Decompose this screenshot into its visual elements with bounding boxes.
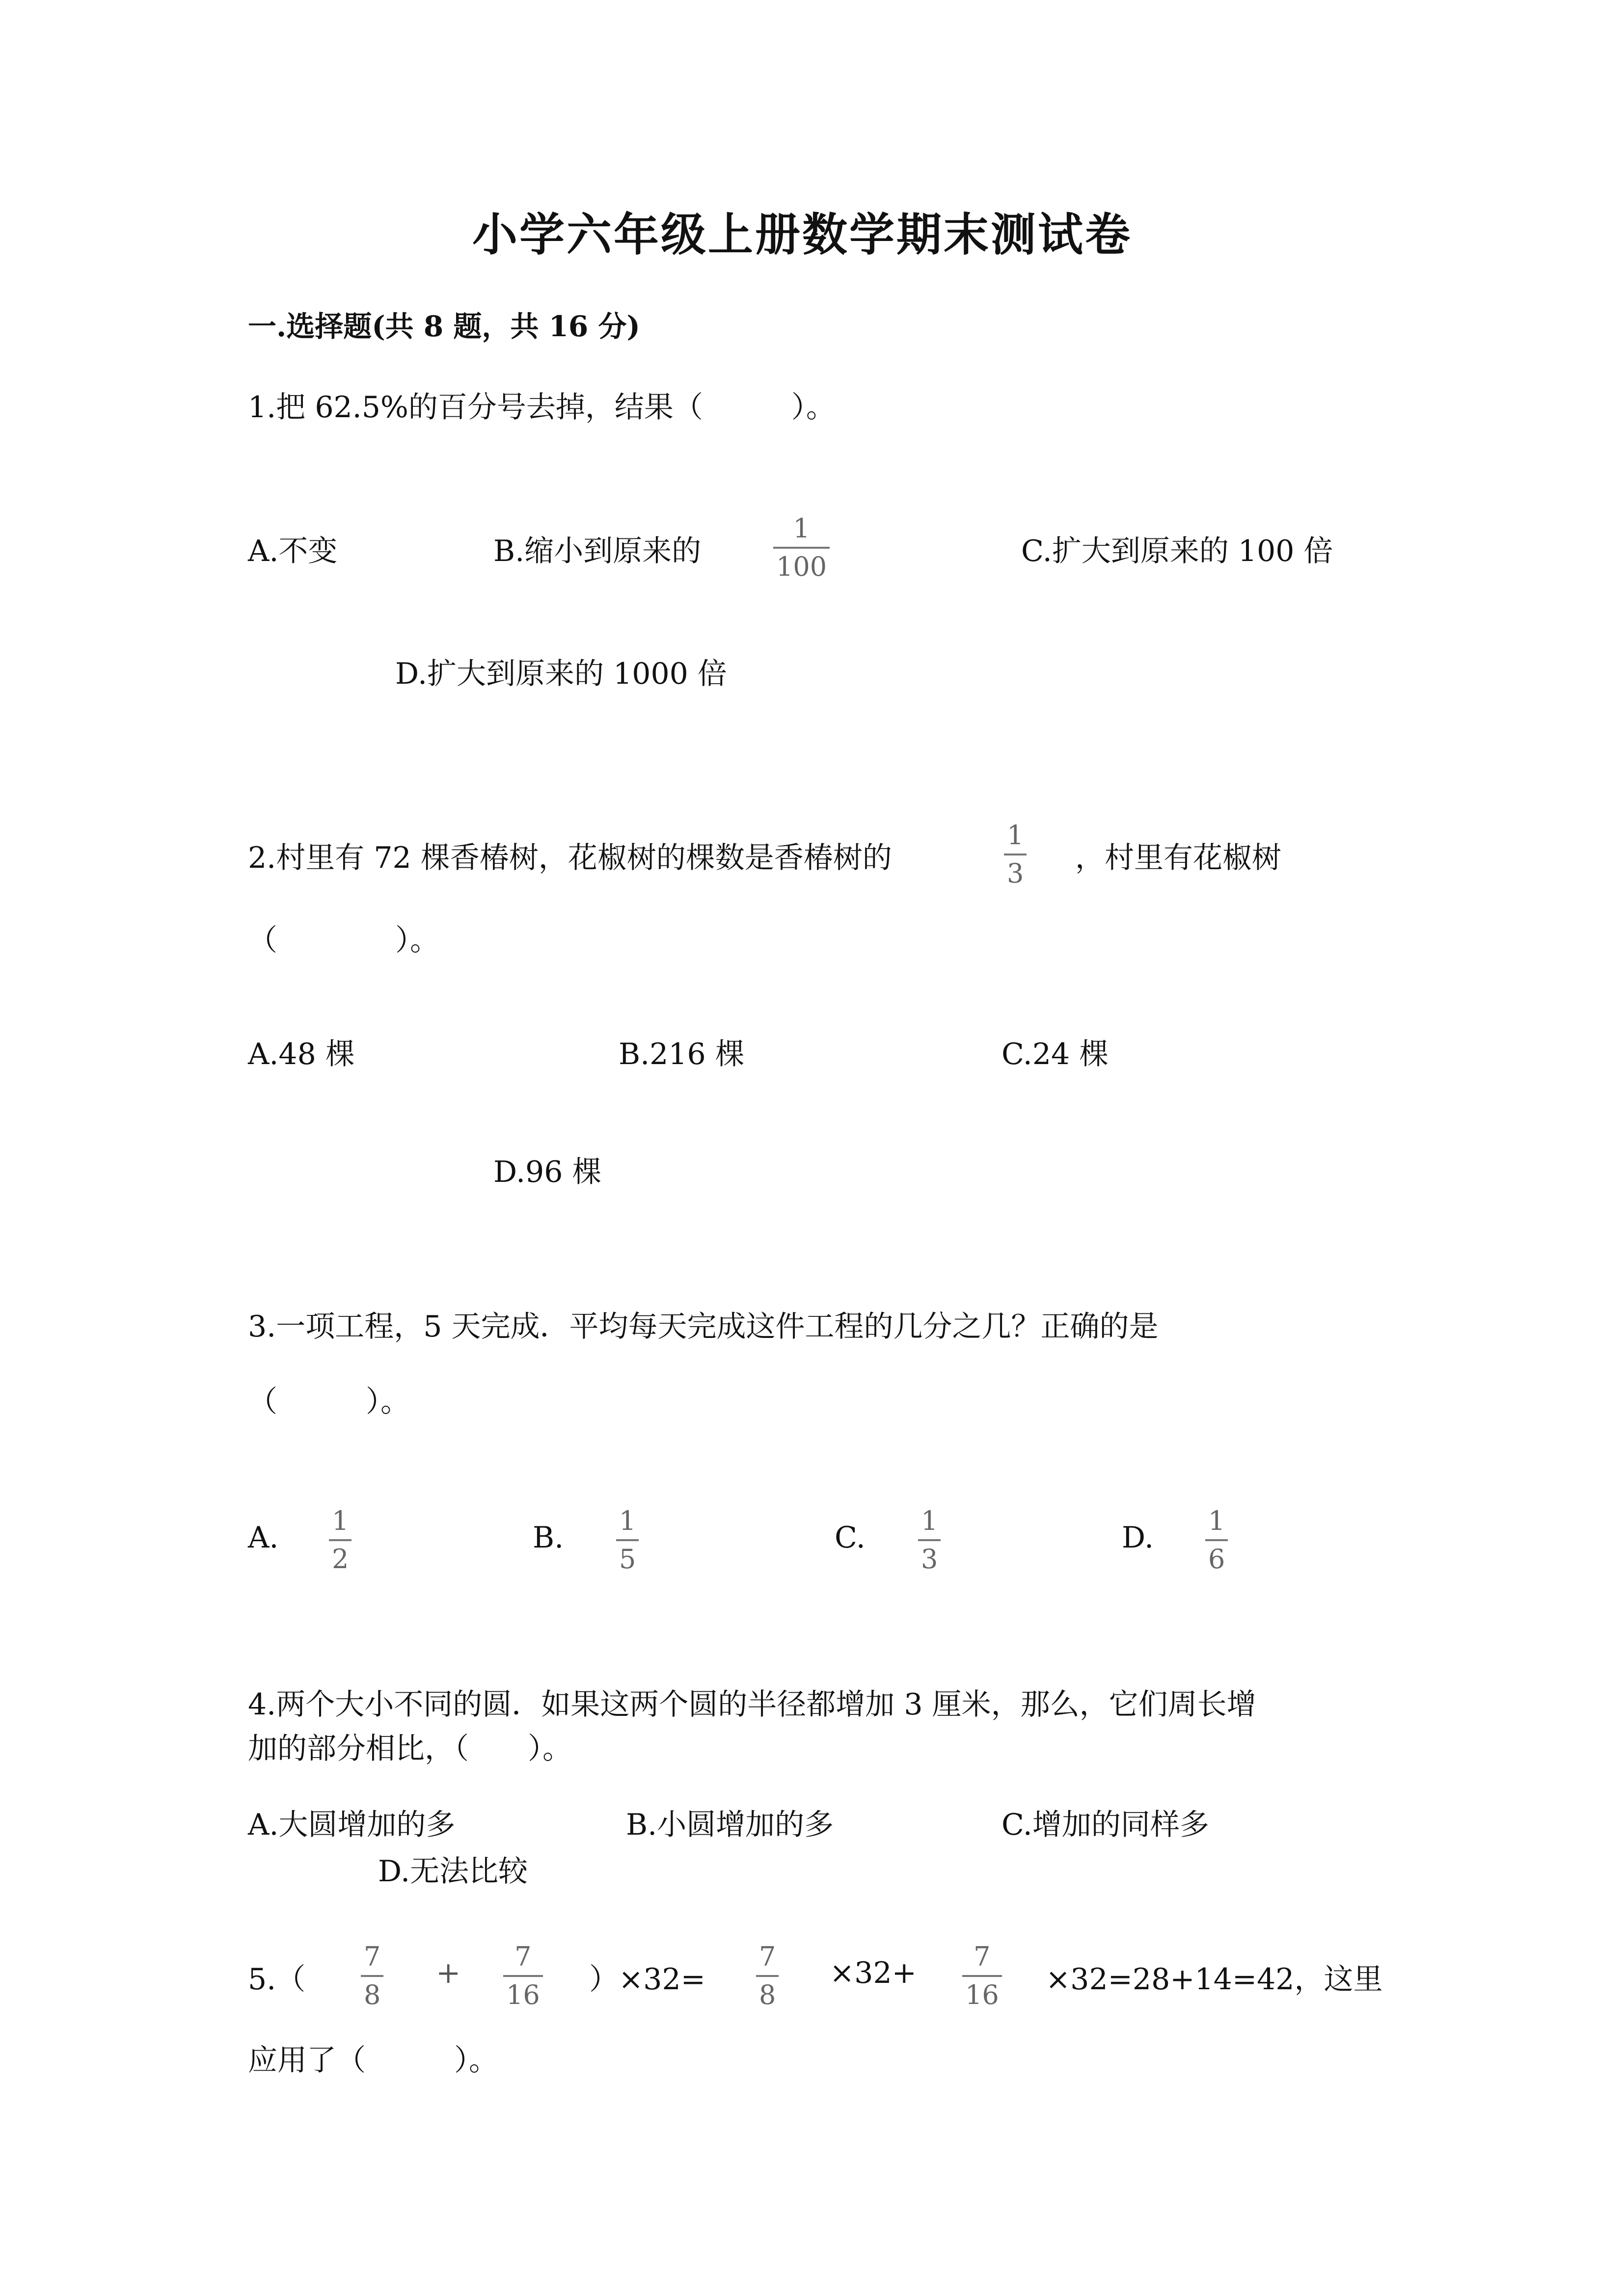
question-1-option-b[interactable]: B.缩小到原来的 (493, 534, 702, 568)
question-5-fraction-3 (756, 1941, 779, 2010)
fraction-numerator: 7 (974, 1941, 991, 1972)
question-3-option-c[interactable]: C. (835, 1521, 866, 1555)
fraction-denominator: 16 (506, 1979, 540, 2010)
fraction-bar (329, 1539, 352, 1541)
question-4-stem-line2: 加的部分相比，（ ）。 (248, 1732, 572, 1766)
fraction-denominator: 5 (619, 1544, 636, 1575)
fraction-bar (503, 1975, 543, 1977)
question-4-option-d[interactable]: D.无法比较 (378, 1854, 528, 1889)
fraction-bar (1205, 1539, 1228, 1541)
question-4-option-a[interactable]: A.大圆增加的多 (248, 1808, 456, 1842)
fraction-bar (918, 1539, 941, 1541)
question-5-part-5: ×32=28+14=42，这里 (1046, 1962, 1383, 1997)
question-3-option-b[interactable]: B. (533, 1521, 564, 1555)
question-3-option-a-fraction (329, 1505, 352, 1575)
question-5-part-3: ）×32= (589, 1962, 705, 1997)
question-3-option-d[interactable]: D. (1122, 1521, 1154, 1555)
fraction-bar (962, 1975, 1002, 1977)
question-2-option-d[interactable]: D.96 棵 (493, 1155, 602, 1189)
question-3-option-b-fraction (616, 1505, 639, 1575)
question-5-fraction-2 (503, 1941, 543, 2010)
question-2-stem-continued: ，村里有花椒树 (1075, 841, 1281, 875)
question-5-part-4: ×32+ (830, 1956, 917, 1990)
fraction-denominator: 3 (921, 1544, 938, 1575)
fraction-bar (756, 1975, 779, 1977)
section-heading: 一.选择题(共 8 题，共 16 分) (248, 310, 640, 343)
question-5-fraction-4 (962, 1941, 1002, 2010)
question-2-option-c[interactable]: C.24 棵 (1001, 1037, 1109, 1071)
question-5-part-1: 5.（ (248, 1962, 306, 1997)
question-1-option-d[interactable]: D.扩大到原来的 1000 倍 (395, 657, 727, 691)
fraction-numerator: 1 (619, 1505, 636, 1536)
fraction-numerator: 1 (1208, 1505, 1225, 1536)
fraction-numerator: 7 (364, 1941, 381, 1972)
question-3-option-d-fraction (1205, 1505, 1228, 1575)
question-5-plus: + (436, 1956, 461, 1990)
question-1-option-c[interactable]: C.扩大到原来的 100 倍 (1021, 534, 1333, 568)
page-title: 小学六年级上册数学期末测试卷 (472, 208, 1133, 261)
question-1-stem: 1.把 62.5%的百分号去掉，结果（ ）。 (248, 390, 836, 425)
fraction-numerator: 7 (759, 1941, 776, 1972)
question-1-option-b-fraction (773, 515, 830, 580)
question-4-option-b[interactable]: B.小圆增加的多 (626, 1808, 834, 1842)
question-3-option-a[interactable]: A. (248, 1521, 279, 1555)
fraction-numerator: 1 (921, 1505, 938, 1536)
fraction-denominator: 100 (776, 551, 827, 582)
question-3-option-c-fraction (918, 1505, 941, 1575)
question-5-line2: 应用了（ ）。 (248, 2043, 498, 2078)
fraction-bar (616, 1539, 639, 1541)
question-2-option-a[interactable]: A.48 棵 (248, 1037, 355, 1071)
fraction-numerator: 1 (793, 513, 810, 544)
fraction-numerator: 7 (514, 1941, 532, 1972)
fraction-denominator: 16 (965, 1979, 999, 2010)
fraction-bar (773, 547, 830, 549)
question-1-option-a[interactable]: A.不变 (248, 534, 338, 568)
fraction-denominator: 8 (364, 1979, 381, 2010)
question-2-stem-line2: （ ）。 (248, 923, 439, 958)
fraction-denominator: 2 (332, 1544, 349, 1575)
fraction-bar (1004, 854, 1027, 855)
question-3-stem: 3.一项工程，5 天完成．平均每天完成这件工程的几分之几？正确的是 (248, 1309, 1159, 1344)
fraction-numerator: 1 (332, 1505, 349, 1536)
fraction-denominator: 6 (1208, 1544, 1225, 1575)
question-4-stem: 4.两个大小不同的圆．如果这两个圆的半径都增加 3 厘米，那么，它们周长增 (248, 1687, 1256, 1722)
fraction-numerator: 1 (1007, 820, 1024, 851)
question-2-stem: 2.村里有 72 棵香椿树，花椒树的棵数是香椿树的 (248, 841, 892, 875)
fraction-bar (361, 1975, 383, 1977)
fraction-denominator: 8 (759, 1979, 776, 2010)
question-2-fraction (1004, 822, 1027, 887)
question-2-option-b[interactable]: B.216 棵 (619, 1037, 745, 1071)
question-3-stem-line2: （ ）。 (248, 1385, 410, 1419)
question-5-fraction-1 (361, 1941, 383, 2010)
fraction-denominator: 3 (1007, 858, 1024, 889)
question-4-option-c[interactable]: C.增加的同样多 (1001, 1808, 1209, 1842)
